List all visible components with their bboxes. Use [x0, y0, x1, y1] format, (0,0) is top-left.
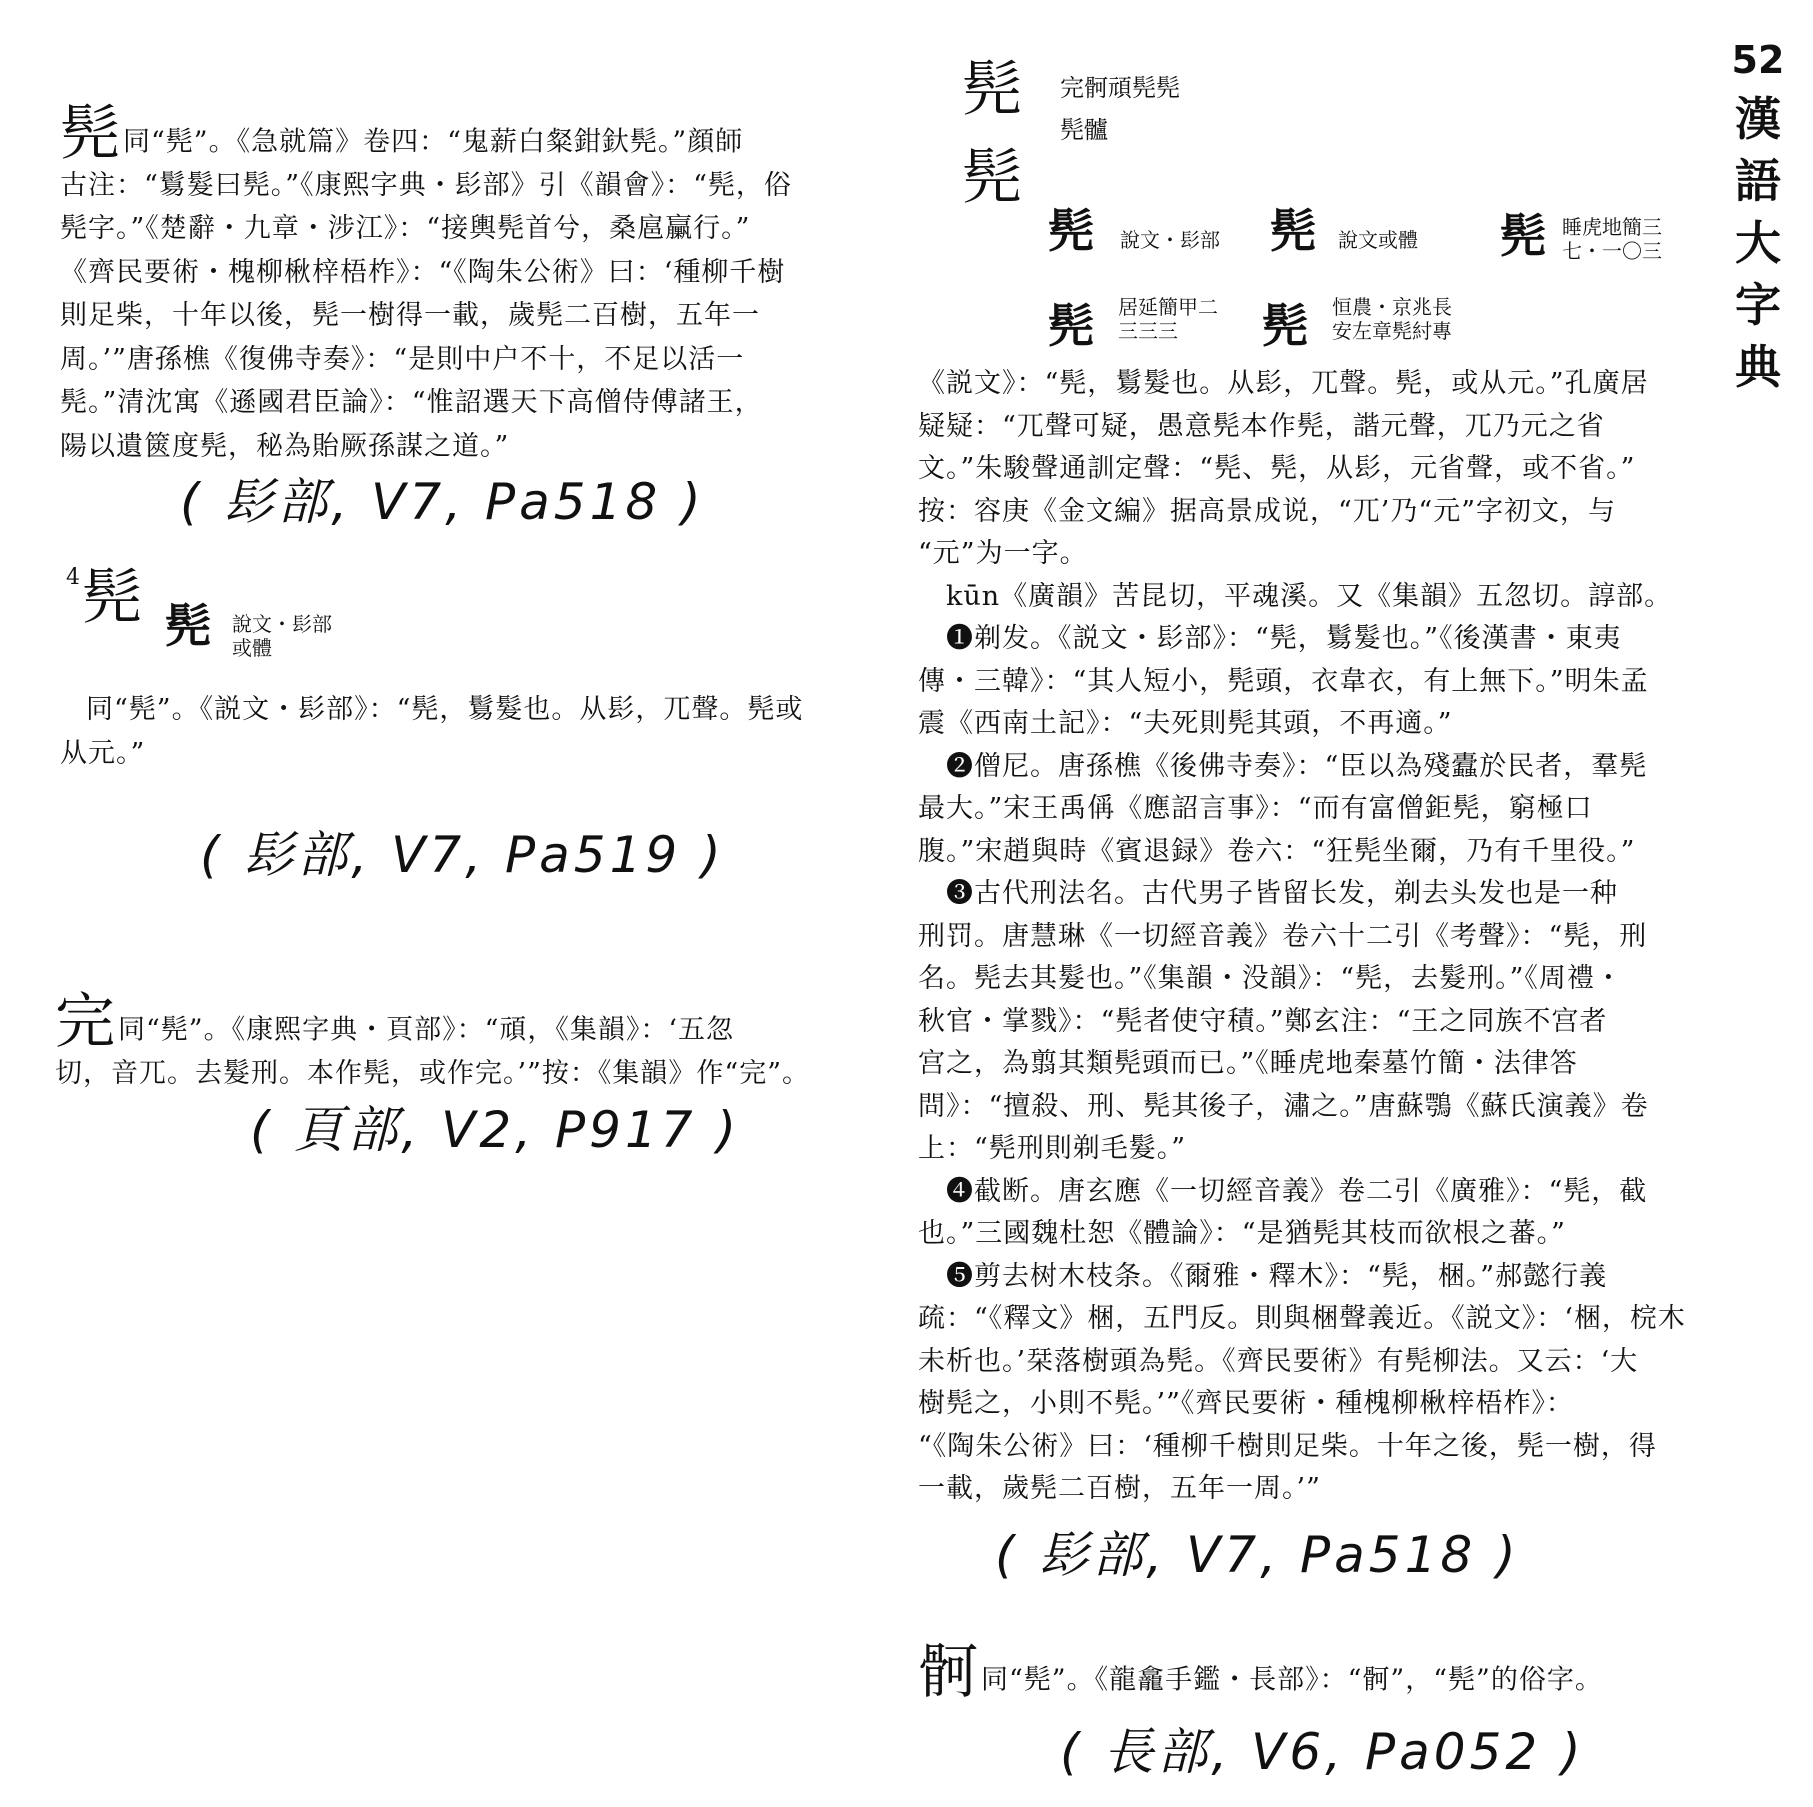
ancient-form-5-label: 恒農・京兆長 安左章髡紂專 — [1332, 295, 1452, 343]
entry-2-stroke-count: 4 — [66, 565, 80, 590]
ancient-form-2-label: 說文或體 — [1338, 228, 1418, 252]
ancient-form-4-glyph: 髡 — [1048, 299, 1094, 353]
entry-last-text: 同“髡”。《龍龕手鑑・長部》：“䯊”，“髡”的俗字。 — [981, 1664, 1603, 1695]
entry-2-seal-glyph: 髡 — [165, 599, 211, 653]
entry-3-handwritten-note: ( 頁部, V2, P917 ) — [250, 1101, 740, 1159]
entry-1-headword: 髡 — [60, 98, 121, 169]
main-entry-text: 《説文》：“髡，鬄髮也。从髟，兀聲。髡，或从元。”孔廣居 疑疑：“兀聲可疑，愚意髡本作髡，諧元聲，兀乃元之省 文。”朱駿聲通訓定聲：“髡、髡，从髟，元省聲，或不省。” 按：容庚《金文編》据高景成说，“兀’乃“元”字初文，与 “元”为一字。 kūn《廣韻》苦昆切，平魂溪。又《集韻》五忽切。諄部。 ❶剃发。《説文・髟部》：“髡，鬄髮也。”《後漢書・東夷 傳・三韓》：“其人短小，髡頭，衣韋衣，有上無下。”明朱孟 震《西南土記》：“夫死則髡其頭，不再適。” ❷僧尼。唐孫樵《後佛寺奏》：“臣以為殘蠹於民者，羣髡 最大。”宋王禹偁《應詔言事》：“而有富僧鉅髡，窮極口 腹。”宋趙與時《賓退録》卷六：“狂髡坐爾，乃有千里役。” ❸古代刑法名。古代男子皆留长发，剃去头发也是一种 刑罚。唐慧琳《一切經音義》卷六十二引《考聲》：“髡，刑 名。髡去其髮也。”《集韻・没韻》：“髡，去髮刑。”《周禮・ 秋官・掌戮》：“髡者使守積。”鄭玄注：“王之同族不宫者 宫之，為翦其類髡頭而已。”《睡虎地秦墓竹簡・法律答 問》：“擅殺、刑、髡其後子，潚之。”唐蘇鶚《蘇氏演義》卷 上：“髡刑則剃毛髮。” ❹截断。唐玄應《一切經音義》卷二引《廣雅》：“髡，截 也。”三國魏杜恕《體論》：“是猶髡其枝而欲根之蕃。” ❺剪去树木枝条。《爾雅・釋木》：“髡，梱。”郝懿行義 疏：“《釋文》梱，五門反。則與梱聲義近。《説文》：‘梱，梡木 未析也。’栞落樹頭為髡。《齊民要術》有髡柳法。又云：‘大 樹髡之，小則不髡。’”《齊民要術・種槐柳楸梓梧柞》： “《陶朱公術》曰：‘種柳千樹則足柴。十年之後，髡一樹，得 一載，歲髡二百樹，五年一周。’” — [918, 368, 1686, 1504]
ancient-form-5-glyph: 髡 — [1262, 299, 1308, 353]
main-entry-handwritten-note: ( 髟部, V7, Pa518 ) — [995, 1526, 1520, 1584]
entry-last-handwritten-note: ( 長部, V6, Pa052 ) — [1060, 1723, 1585, 1781]
entry-3-headword: 完 — [55, 986, 116, 1057]
entry-2-handwritten-note: ( 髟部, V7, Pa519 ) — [200, 826, 725, 884]
entry-2-headword: 髡 — [82, 563, 142, 633]
ancient-form-2-glyph: 髡 — [1270, 204, 1316, 258]
entry-2-seal-label: 說文・髟部 或體 — [232, 612, 332, 660]
entry-1-handwritten-note: ( 髟部, V7, Pa518 ) — [180, 473, 705, 531]
ancient-form-1-glyph: 髡 — [1048, 204, 1094, 258]
main-headword-2: 髡 — [962, 143, 1022, 213]
entry-last-headword: 䯊 — [918, 1636, 979, 1707]
entry-1-text: 同“髡”。《急就篇》卷四：“鬼薪白粲鉗釱髡。”顔師 古注：“鬄髮曰髡。”《康熙字典・髟部》引《韻會》：“髡，俗 髡字。”《楚辭・九章・涉江》：“接輿髡首兮，桑扈臝行。” 《齊民要術・槐柳楸梓梧柞》：“《陶朱公術》曰：‘種柳千樹 則足柴，十年以後，髡一樹得一載，歲髡二百樹，五年一 周。’”唐孫樵《復佛寺奏》：“是則中户不十，不足以活一 髡。”清沈寓《遜國君臣論》：“惟詔選天下高僧侍傅諸王， 陽以遺篋度髡，秘為貽厥孫謀之道。” — [60, 126, 792, 462]
entry-3 — [55, 948, 845, 1095]
ancient-form-1-label: 說文・髟部 — [1120, 228, 1220, 252]
entry-2-text: 同“髡”。《説文・髟部》：“髡，鬄髮也。从髟，兀聲。髡或 从元。” — [60, 694, 804, 769]
entry-3-text: 同“髡”。《康熙字典・頁部》：“頑，《集韻》：‘五忽 切，音兀。去髮刑。本作髡，或作完。’”按：《集韻》作“完”。 — [55, 1014, 810, 1089]
ancient-form-4-label: 居延簡甲二 三三三 — [1118, 295, 1218, 343]
variant-forms-1: 完䯊頑髡髡 — [1060, 74, 1180, 102]
entry-last — [918, 1598, 1708, 1707]
ancient-form-3-label: 睡虎地簡三 七・一〇三 — [1562, 215, 1662, 263]
page-number: 52 — [1731, 38, 1785, 82]
ancient-form-3-glyph: 髡 — [1500, 209, 1546, 263]
variant-forms-2: 髡髗 — [1060, 116, 1108, 144]
book-title: 漢 語 大 字 典 — [1735, 92, 1781, 394]
main-headword-1: 髡 — [962, 55, 1022, 125]
entry-1 — [60, 60, 840, 468]
